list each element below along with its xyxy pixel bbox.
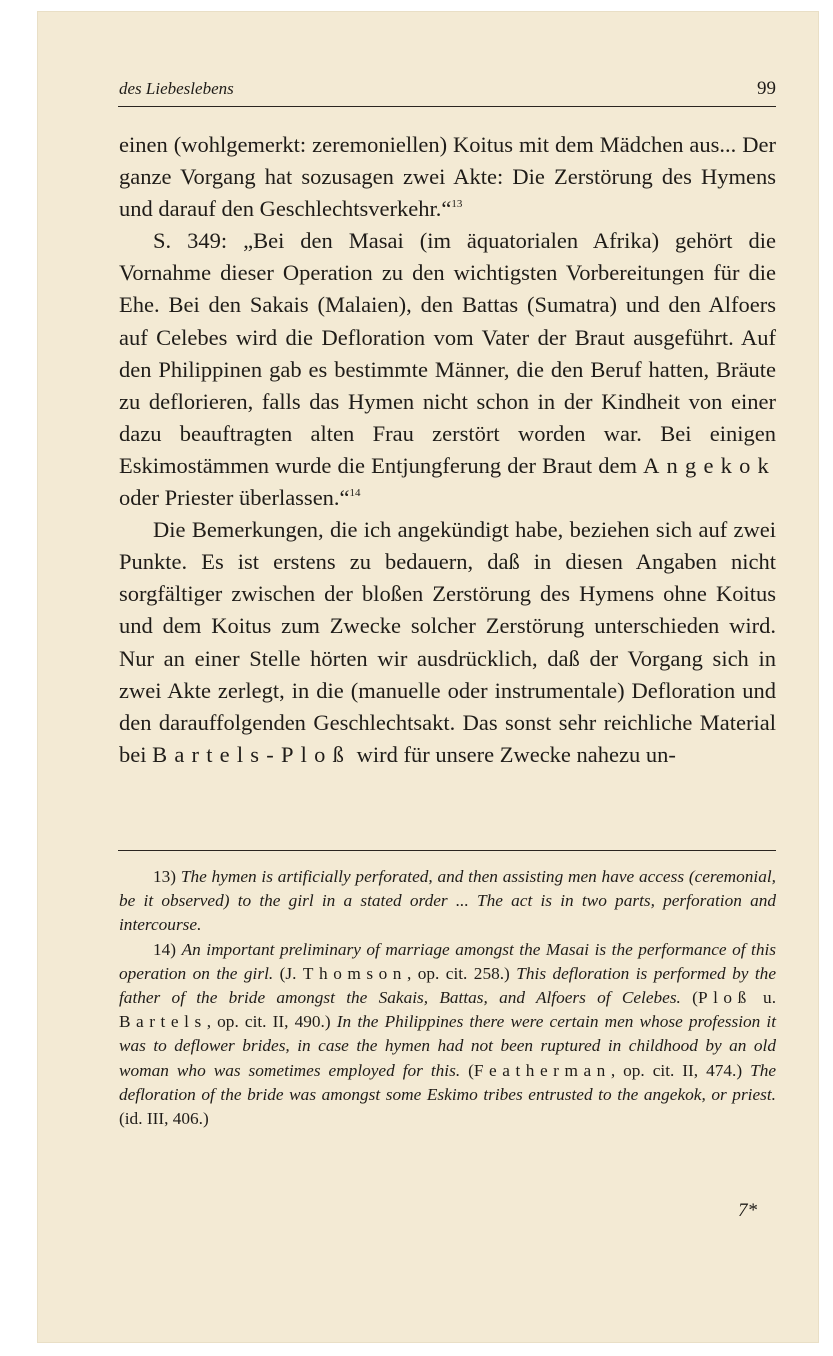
footnote-13: 13) The hymen is artificially perforated, and then assisting men have access (ceremonial, be it observed) to the girl in a stated order ... The act is in two parts, perforation and intercourse. <box>119 867 776 935</box>
main-text <box>119 129 776 771</box>
running-head <box>119 78 776 100</box>
page-number: 99 <box>757 78 776 99</box>
running-title: des Liebeslebens <box>119 79 234 98</box>
book-page <box>38 12 818 1342</box>
spaced-term: Angekok <box>643 452 776 478</box>
footnotes <box>119 865 776 1131</box>
spaced-author: Bartels-Ploß <box>152 741 352 767</box>
paragraph-3: Die Bemerkungen, die ich angekündigt habe, beziehen sich auf zwei Punkte. Es ist erstens zu bedauern, daß in diesen Angaben nicht sorgfältiger zwischen der bloßen Zerstörung des Hymens ohne Koitus und dem Koitus zum Zwecke solcher Zerstörung unterschieden wird. Nur an einer Stelle hörten wir ausdrücklich, daß der Vorgang sich in zwei Akte zerlegt, in die (manuelle oder instrumentale) Defloration und den darauffolgenden Geschlechtsakt. Das sonst sehr reichliche Material bei Bartels-Ploß wird für unsere Zwecke nahezu un- <box>119 517 776 767</box>
author-bartels: Bartels <box>119 1012 207 1032</box>
footnote-ref-13: 13 <box>451 198 463 211</box>
author-featherman: Featherman <box>473 1060 611 1080</box>
footnote-rule <box>118 850 776 851</box>
author-ploss: Ploß <box>697 988 752 1008</box>
paragraph-2: S. 349: „Bei den Masai (im äquatorialen Afrika) gehört die Vornahme dieser Operation zu den wichtigsten Vorbereitungen für die Ehe. Bei den Sakais (Malaien), den Battas (Sumatra) und den Alfoers auf Celebes wird die Defloration vom Vater der Braut ausgeführt. Auf den Philippinen gab es bestimmte Männer, die den Beruf hatten, Bräute zu deflorieren, falls das Hymen nicht schon in der Kindheit von einer dazu beauftragten alten Frau zerstört worden war. Bei einigen Eskimostämmen wurde die Entjungferung der Braut dem Angekok oder Priester überlassen.“$^{14}$ <box>119 228 776 511</box>
footnote-ref-14: 14 <box>349 487 361 500</box>
author-thomson: Thomson <box>302 963 407 983</box>
footnote-14: 14) An important preliminary of marriage amongst the Masai is the performance of this operation on the girl. (J. Thomson, op. cit. 258.) This defloration is performed by the father of the bride amongst the Sakais, Battas, and Alfoers of Celebes. (Ploß u. Bartels, op. cit. II, 490.) In the Philippines there were certain men whose profession it was to deflower brides, in case the hymen had not been ruptured in childhood by an old woman who was sometimes employed for this. (Featherman, op. cit. II, 474.) The defloration of the bride was amongst some Eskimo tribes entrusted to the angekok, or priest. (id. III, 406.) <box>119 939 777 1129</box>
paragraph-1: einen (wohlgemerkt: zeremoniellen) Koitus mit dem Mädchen aus... Der ganze Vorgang hat sozusagen zwei Akte: Die Zerstörung des Hymens und darauf den Geschlechtsverkehr.“$^{13}$ <box>119 132 776 222</box>
signature-mark: 7* <box>738 1200 757 1221</box>
header-rule <box>118 106 776 107</box>
